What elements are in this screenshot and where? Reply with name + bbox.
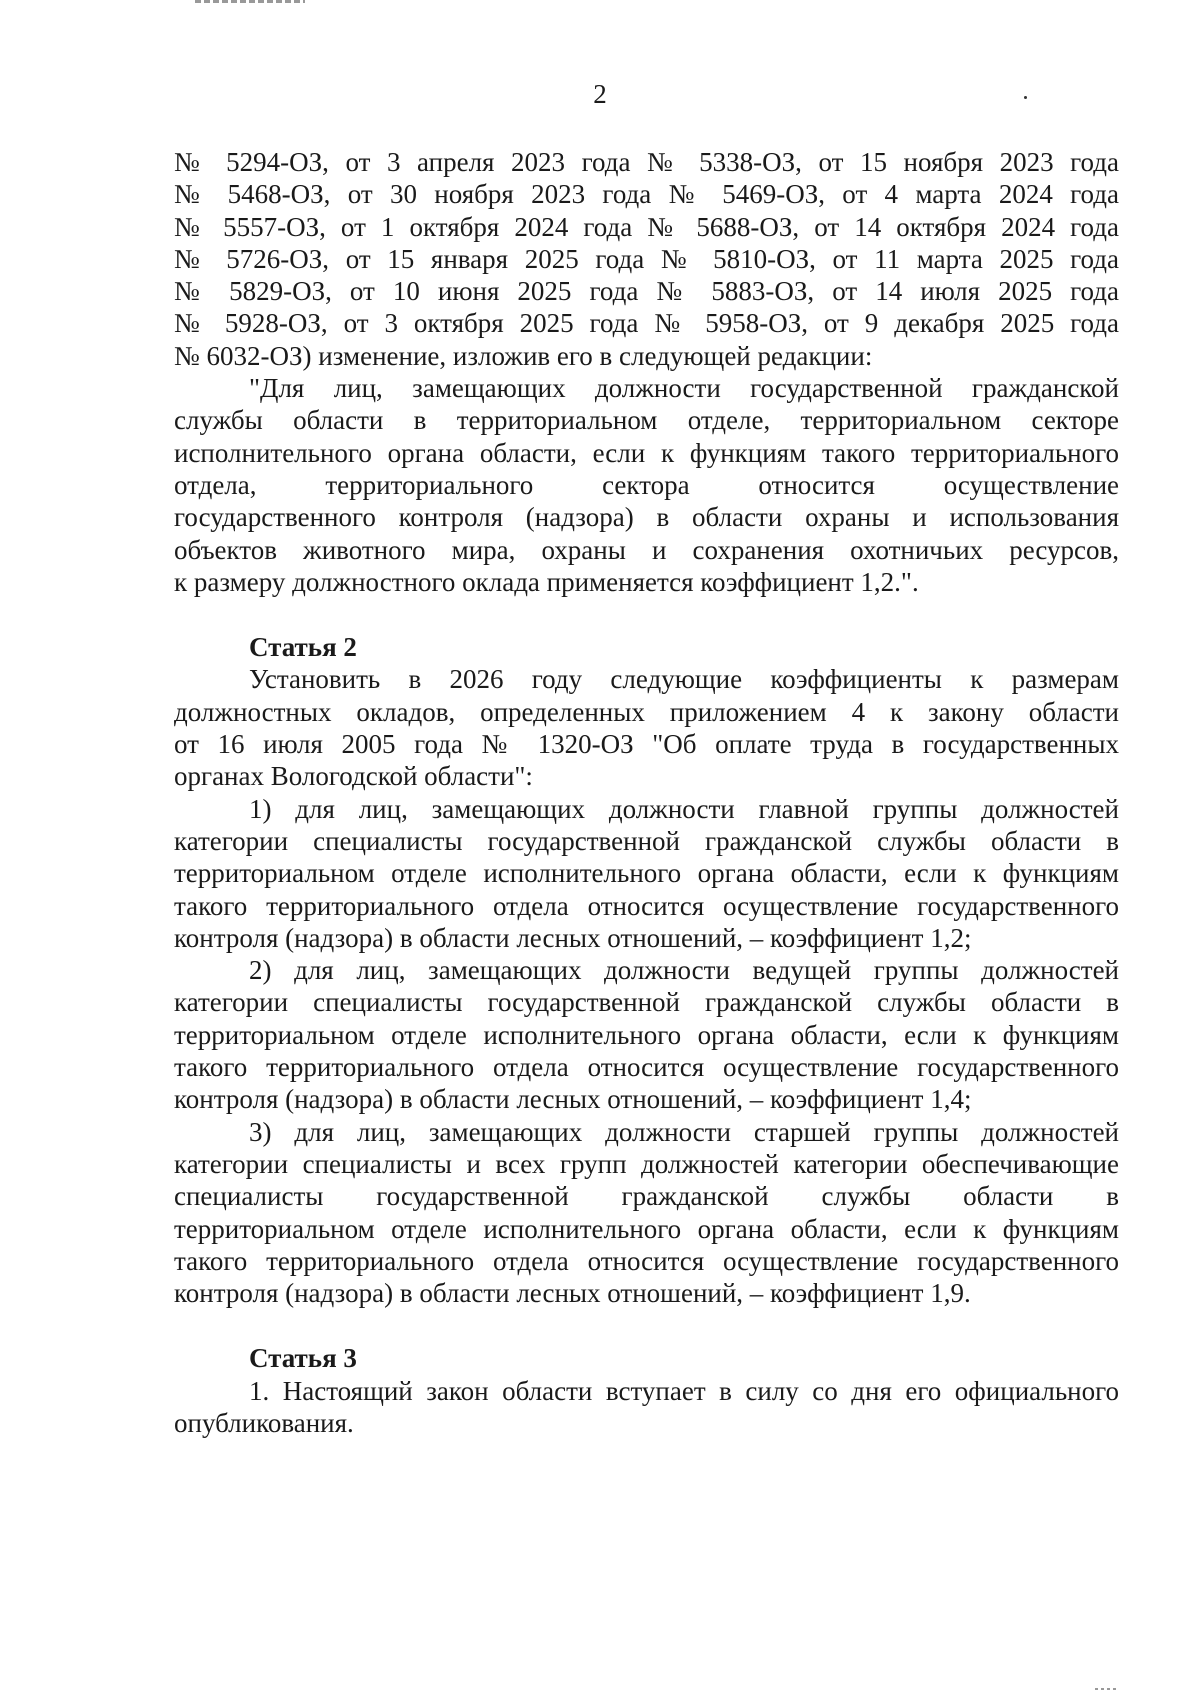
text-line: должностных окладов, определенных приложением 4 к закону области [174,696,1119,727]
scan-artifact-top [195,0,305,3]
text-line: 1) для лиц, замещающих должности главной группы должностей [249,793,1119,824]
text-line: государственного контроля (надзора) в области охраны и использования [174,502,1119,533]
text-line: специалисты государственной гражданской службы области в [174,1181,1119,1212]
text-line: 1. Настоящий закон области вступает в силу со дня его официального [249,1375,1119,1406]
text-line: территориальном отделе исполнительного органа области, если к функциям [174,1213,1119,1244]
document-body [174,146,1119,1439]
list-item [174,954,1119,1115]
text-line: № 5294-ОЗ, от 3 апреля 2023 года № 5338-ОЗ, от 15 ноября 2023 года [174,147,1119,177]
article-2 [174,631,1119,1309]
text-line: такого территориального отдела относится осуществление государственного [174,890,1119,921]
text-line: контроля (надзора) в области лесных отношений, – коэффициент 1,2; [174,922,972,953]
scan-artifact-bottom [1095,1688,1117,1690]
list-item [174,1116,1119,1310]
text-line: № 5928-ОЗ, от 3 октября 2025 года № 5958-ОЗ, от 9 декабря 2025 года [174,308,1119,339]
text-line: исполнительного органа области, если к функциям такого территориального [174,437,1119,468]
text-line: территориальном отделе исполнительного органа области, если к функциям [174,1019,1119,1050]
text-line: объектов животного мира, охраны и сохранения охотничьих ресурсов, [174,534,1119,565]
text-line: № 5726-ОЗ, от 15 января 2025 года № 5810-ОЗ, от 11 марта 2025 года [174,243,1119,274]
text-line: 2) для лиц, замещающих должности ведущей группы должностей [249,955,1119,986]
article-heading: Статья 2 [249,632,357,663]
text-line: территориальном отделе исполнительного органа области, если к функциям [174,858,1119,889]
text-line: такого территориального отдела относится осуществление государственного [174,1052,1119,1083]
text-line: категории специалисты государственной гражданской службы области в [174,987,1119,1018]
text-line: категории специалисты и всех групп должностей категории обеспечивающие [174,1148,1119,1179]
text-line: от 16 июля 2005 года № 1320-ОЗ "Об оплате труда в государственных [174,729,1119,760]
text-line: 3) для лиц, замещающих должности старшей группы должностей [249,1116,1119,1147]
article-heading: Статья 3 [249,1343,357,1374]
text-line: органах Вологодской области": [174,761,533,792]
text-line: службы области в территориальном отделе, территориальном секторе [174,405,1119,436]
quoted-amendment [174,372,1119,598]
text-line: контроля (надзора) в области лесных отношений, – коэффициент 1,4; [174,1084,972,1115]
text-line: к размеру должностного оклада применяется коэффициент 1,2.". [174,566,919,597]
scan-artifact-dot [1024,96,1027,99]
text-line: № 5829-ОЗ, от 10 июня 2025 года № 5883-ОЗ, от 14 июля 2025 года [174,276,1119,307]
article-3 [174,1342,1119,1439]
page-number: 2 [593,79,607,109]
intro-paragraph [174,146,1119,372]
text-line: Установить в 2026 году следующие коэффициенты к размерам [249,664,1119,695]
text-line: № 5557-ОЗ, от 1 октября 2024 года № 5688-ОЗ, от 14 октября 2024 года [174,211,1119,242]
text-line: № 5468-ОЗ, от 30 ноября 2023 года № 5469-ОЗ, от 4 марта 2024 года [174,179,1119,210]
text-line: такого территориального отдела относится осуществление государственного [174,1245,1119,1276]
text-line: контроля (надзора) в области лесных отношений, – коэффициент 1,9. [174,1278,971,1309]
text-line: категории специалисты государственной гражданской службы области в [174,825,1119,856]
text-line: опубликования. [174,1407,354,1438]
text-line: отдела, территориального сектора относится осуществление [174,469,1119,500]
text-line: "Для лиц, замещающих должности государственной гражданской [249,373,1119,404]
text-line: № 6032-ОЗ) изменение, изложив его в следующей редакции: [174,340,873,371]
list-item [174,793,1119,954]
